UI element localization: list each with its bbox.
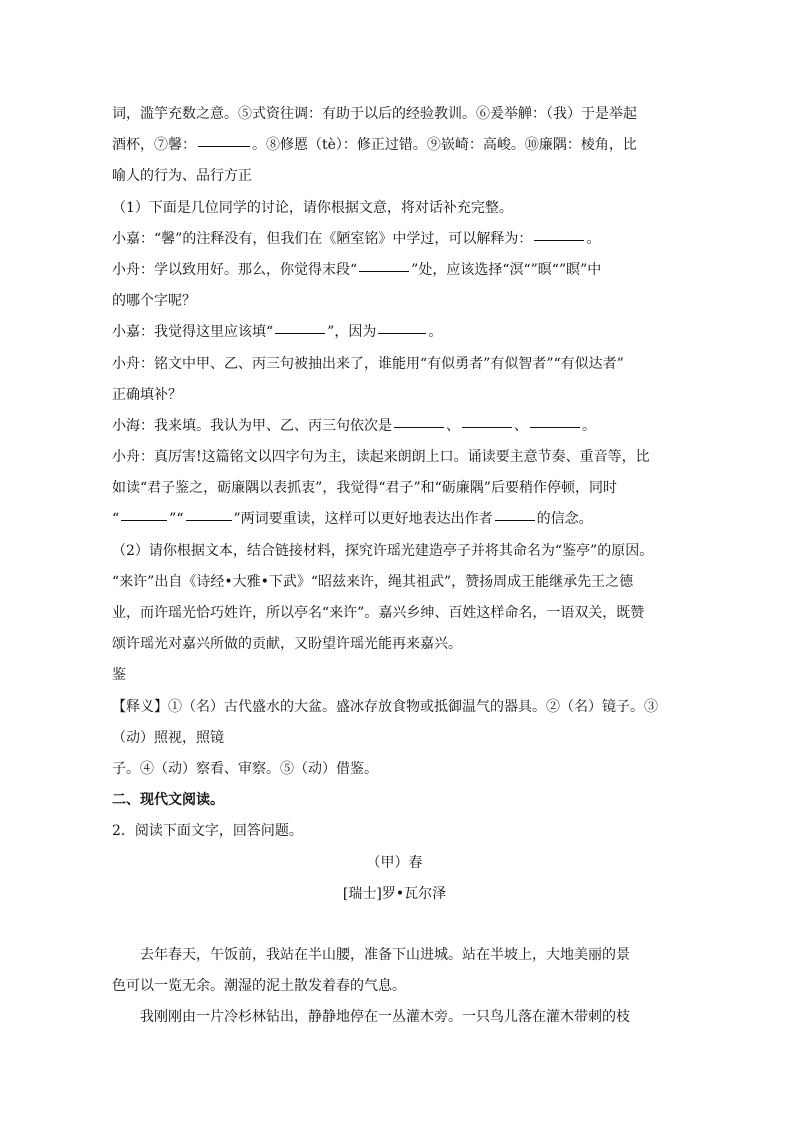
text: 鉴 <box>112 667 126 684</box>
text: 小舟：真厉害!这篇铭文以四字句为主，读起来朗朗上口。诵读要主意节奏、重音等，比 <box>112 449 650 466</box>
text: 小舟：学以致用好。那么，你觉得末段“ <box>112 261 358 278</box>
text: 【释义】①（名）古代盛水的大盆。盛冰存放食物或抵御温气的器具。②（名）镜子。③ <box>112 698 658 715</box>
text: 喻人的行为、品行方正 <box>112 168 252 185</box>
text: 颂许瑶光对嘉兴所做的贡献，又盼望许瑶光能再来嘉兴。 <box>112 636 462 653</box>
text: ”处，应该选择“溟“”暝“”瞑”中 <box>411 261 602 278</box>
answer-blank <box>186 519 232 521</box>
text: 、 <box>514 417 528 434</box>
text: 小嘉：“馨”的注释没有，但我们在《陋室铭》中学过，可以解释为： <box>112 230 533 247</box>
text: 子。④（动）察看、审察。⑤（动）借鉴。 <box>112 760 378 777</box>
text: （2）请你根据文本，结合链接材料，探究许瑶光建造亭子并将其命名为“鉴亭”的原因。 <box>112 542 654 559</box>
dialogue-line <box>112 509 677 529</box>
paragraph-line <box>112 945 677 965</box>
text: 。 <box>586 230 601 247</box>
spacer <box>112 915 677 945</box>
text-line <box>112 572 677 592</box>
text: ”两词要重读，这样可以更好地表达出作者 <box>233 511 493 528</box>
text: “来许”出自《诗经•大雅•下武》“昭兹来许，绳其祖武”，赞扬周成王能继承先王之德 <box>112 573 634 590</box>
text: 酒杯，⑦馨： <box>112 137 196 154</box>
definition-line <box>112 759 677 779</box>
text: ”，因为 <box>327 324 377 341</box>
text: [瑞士]罗•瓦尔泽 <box>342 885 447 902</box>
entry-heading <box>112 665 677 685</box>
text: 。⑧修慝（tè）：修正过错。⑨嵚崎：高峻。⑩廉隅：棱角，比 <box>252 137 637 154</box>
article-author <box>112 884 677 904</box>
paragraph-line <box>112 1007 677 1027</box>
text: 的哪个字呢？ <box>112 293 196 310</box>
answer-blank <box>394 426 444 428</box>
answer-blank <box>534 239 584 241</box>
text: 。 <box>428 324 443 341</box>
text: 小舟：铭文中甲、乙、丙三句被抽出来了，谁能用“有似勇者”有似智者”“有似达者” <box>112 355 624 372</box>
text: ”“ <box>169 511 184 528</box>
answer-blank <box>530 426 580 428</box>
text: 二、现代文阅读。 <box>112 792 224 809</box>
text: 去年春天，午饭前，我站在半山腰，准备下山进城。站在半坡上，大地美丽的景 <box>140 946 630 963</box>
section-heading <box>112 790 677 810</box>
answer-blank <box>378 332 426 334</box>
text-line <box>112 603 677 623</box>
answer-blank <box>359 270 409 272</box>
text: 如读“君子鉴之，砺廉隅以表抓衷”，我觉得“君子”和“砺廉隅”后要稍作停顿，同时 <box>112 480 617 497</box>
text: 业，而许瑶光恰巧姓许，所以亭名“来许”。嘉兴乡绅、百姓这样命名，一语双关，既赞 <box>112 605 645 621</box>
question-line <box>112 198 677 218</box>
article-title <box>112 853 677 873</box>
text: 色可以一览无余。潮湿的泥土散发着春的气息。 <box>112 978 406 995</box>
text: 、 <box>446 417 460 434</box>
text: （甲）春 <box>366 854 423 871</box>
definition-line <box>112 728 677 748</box>
dialogue-line <box>112 478 677 498</box>
text-line <box>112 166 677 186</box>
text-line <box>112 634 677 654</box>
text: 2．阅读下面文字，回答问题。 <box>112 823 303 840</box>
answer-blank <box>275 332 325 334</box>
dialogue-line <box>112 291 677 311</box>
text: “ <box>112 511 120 528</box>
text-line <box>112 135 677 155</box>
text: （动）照视，照镜 <box>112 729 224 746</box>
answer-blank <box>198 145 250 147</box>
answer-blank <box>495 519 535 521</box>
text: 的信念。 <box>536 511 593 528</box>
dialogue-line <box>112 447 677 467</box>
paragraph-line <box>112 976 677 996</box>
dialogue-line <box>112 229 677 249</box>
definition-line <box>112 697 677 717</box>
text: 我刚刚由一片冷杉林钻出，静静地停在一丛灌木旁。一只鸟儿落在灌木带刺的枝 <box>140 1009 630 1026</box>
answer-blank <box>121 519 167 521</box>
dialogue-line <box>112 385 677 405</box>
text-line <box>112 104 677 124</box>
dialogue-line <box>112 322 677 342</box>
question-line <box>112 541 677 561</box>
text: 小嘉：我觉得这里应该填“ <box>112 324 274 341</box>
dialogue-line <box>112 260 677 280</box>
dialogue-line <box>112 416 677 436</box>
document-body <box>112 104 677 1038</box>
text: 正确填补？ <box>112 386 182 403</box>
text: 词，滥竽充数之意。⑤式资往调：有助于以后的经验教训。⑥爰举觯：（我）于是举起 <box>112 106 637 122</box>
dialogue-line <box>112 354 677 374</box>
question-line <box>112 821 677 841</box>
text: （1）下面是几位同学的讨论，请你根据文意，将对话补充完整。 <box>112 199 513 216</box>
answer-blank <box>462 426 512 428</box>
text: 。 <box>582 417 596 434</box>
text: 小海：我来填。我认为甲、乙、丙三句依次是 <box>112 417 392 434</box>
